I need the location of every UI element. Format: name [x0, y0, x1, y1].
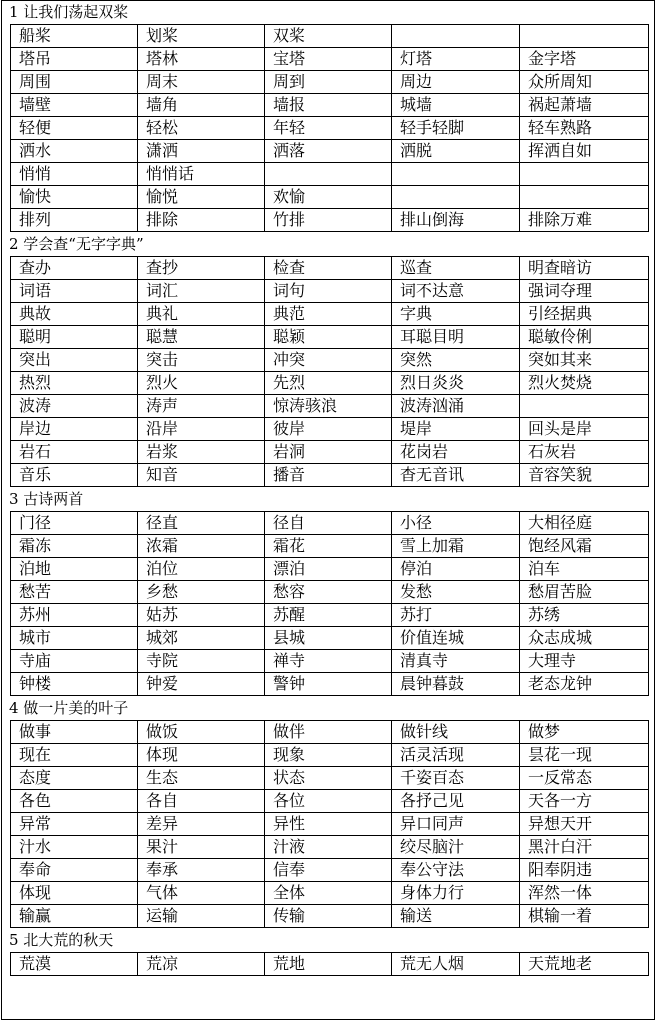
word-cell: 周到 — [265, 71, 392, 94]
word-cell: 岸边 — [11, 418, 138, 441]
word-cell: 体现 — [11, 882, 138, 905]
word-cell: 聪敏伶俐 — [520, 326, 649, 349]
table-row — [11, 186, 649, 209]
word-cell: 岩洞 — [265, 441, 392, 464]
word-cell: 岩石 — [11, 441, 138, 464]
word-cell: 宝塔 — [265, 48, 392, 71]
word-cell: 汁液 — [265, 836, 392, 859]
word-cell: 异性 — [265, 813, 392, 836]
word-cell: 明查暗访 — [520, 257, 649, 280]
word-cell: 众志成城 — [520, 627, 649, 650]
word-table — [10, 256, 649, 487]
word-cell: 寺庙 — [11, 650, 138, 673]
section-title: 4 做一片美的叶子 — [9, 699, 129, 717]
word-cell: 异常 — [11, 813, 138, 836]
word-cell: 塔吊 — [11, 48, 138, 71]
word-cell: 泊地 — [11, 558, 138, 581]
word-table — [10, 511, 649, 696]
word-cell: 波涛汹涌 — [392, 395, 520, 418]
word-cell: 烈火焚烧 — [520, 372, 649, 395]
word-cell: 泊车 — [520, 558, 649, 581]
word-cell: 检查 — [265, 257, 392, 280]
word-cell: 涛声 — [138, 395, 265, 418]
word-cell: 悄悄 — [11, 163, 138, 186]
table-row — [11, 813, 649, 836]
word-cell: 墙壁 — [11, 94, 138, 117]
word-cell: 生态 — [138, 767, 265, 790]
word-cell: 祸起萧墙 — [520, 94, 649, 117]
word-cell: 天各一方 — [520, 790, 649, 813]
word-cell: 荒漠 — [11, 953, 138, 976]
word-cell: 典范 — [265, 303, 392, 326]
word-cell: 排除 — [138, 209, 265, 232]
word-cell: 洒落 — [265, 140, 392, 163]
word-cell: 灯塔 — [392, 48, 520, 71]
word-cell: 竹排 — [265, 209, 392, 232]
word-cell: 潇洒 — [138, 140, 265, 163]
word-cell: 金字塔 — [520, 48, 649, 71]
word-cell: 停泊 — [392, 558, 520, 581]
word-cell: 状态 — [265, 767, 392, 790]
word-cell: 泊位 — [138, 558, 265, 581]
word-cell: 输送 — [392, 905, 520, 928]
word-cell: 船桨 — [11, 25, 138, 48]
word-cell: 天荒地老 — [520, 953, 649, 976]
word-table — [10, 720, 649, 928]
word-cell: 乡愁 — [138, 581, 265, 604]
word-cell: 花岗岩 — [392, 441, 520, 464]
word-cell: 愁眉苦脸 — [520, 581, 649, 604]
word-cell: 年轻 — [265, 117, 392, 140]
word-cell: 奉承 — [138, 859, 265, 882]
word-cell: 石灰岩 — [520, 441, 649, 464]
word-cell: 各抒己见 — [392, 790, 520, 813]
word-cell: 墙报 — [265, 94, 392, 117]
word-cell: 钟爱 — [138, 673, 265, 696]
word-cell: 排山倒海 — [392, 209, 520, 232]
word-cell: 小径 — [392, 512, 520, 535]
word-cell: 全体 — [265, 882, 392, 905]
word-cell: 活灵活现 — [392, 744, 520, 767]
table-row — [11, 71, 649, 94]
word-cell: 饱经风霜 — [520, 535, 649, 558]
word-cell: 奉命 — [11, 859, 138, 882]
table-row — [11, 882, 649, 905]
word-cell: 各色 — [11, 790, 138, 813]
table-row — [11, 163, 649, 186]
word-cell: 一反常态 — [520, 767, 649, 790]
word-cell: 各自 — [138, 790, 265, 813]
word-cell — [520, 163, 649, 186]
word-cell: 阳奉阴违 — [520, 859, 649, 882]
word-cell — [392, 186, 520, 209]
word-cell: 回头是岸 — [520, 418, 649, 441]
word-cell: 做事 — [11, 721, 138, 744]
word-cell: 体现 — [138, 744, 265, 767]
table-row — [11, 604, 649, 627]
word-cell: 烈火 — [138, 372, 265, 395]
table-row — [11, 25, 649, 48]
word-cell: 音容笑貌 — [520, 464, 649, 487]
word-cell — [520, 395, 649, 418]
word-cell: 愁苦 — [11, 581, 138, 604]
word-cell: 词语 — [11, 280, 138, 303]
word-cell: 差异 — [138, 813, 265, 836]
word-cell: 墙角 — [138, 94, 265, 117]
word-cell: 岩浆 — [138, 441, 265, 464]
word-cell: 昙花一现 — [520, 744, 649, 767]
word-cell: 异想天开 — [520, 813, 649, 836]
word-cell: 音乐 — [11, 464, 138, 487]
word-cell: 大理寺 — [520, 650, 649, 673]
word-cell: 冲突 — [265, 349, 392, 372]
word-cell: 汁水 — [11, 836, 138, 859]
word-table — [10, 24, 649, 232]
word-cell — [265, 163, 392, 186]
word-cell: 周末 — [138, 71, 265, 94]
word-cell: 传输 — [265, 905, 392, 928]
word-cell: 禅寺 — [265, 650, 392, 673]
table-row — [11, 209, 649, 232]
word-cell: 挥洒自如 — [520, 140, 649, 163]
section-title: 3 古诗两首 — [9, 490, 84, 508]
word-cell: 绞尽脑汁 — [392, 836, 520, 859]
word-cell: 城市 — [11, 627, 138, 650]
word-cell: 苏醒 — [265, 604, 392, 627]
word-cell: 愁容 — [265, 581, 392, 604]
table-row — [11, 441, 649, 464]
word-cell: 苏打 — [392, 604, 520, 627]
word-cell: 清真寺 — [392, 650, 520, 673]
word-cell: 典礼 — [138, 303, 265, 326]
word-cell: 轻松 — [138, 117, 265, 140]
word-cell: 聪慧 — [138, 326, 265, 349]
word-cell: 排列 — [11, 209, 138, 232]
word-cell: 杳无音讯 — [392, 464, 520, 487]
word-cell: 知音 — [138, 464, 265, 487]
word-cell: 惊涛骇浪 — [265, 395, 392, 418]
word-cell: 先烈 — [265, 372, 392, 395]
word-cell: 奉公守法 — [392, 859, 520, 882]
table-row — [11, 280, 649, 303]
word-cell: 轻便 — [11, 117, 138, 140]
word-cell: 县城 — [265, 627, 392, 650]
word-cell — [520, 25, 649, 48]
section-title: 1 让我们荡起双桨 — [9, 3, 129, 21]
word-cell: 堤岸 — [392, 418, 520, 441]
table-row — [11, 535, 649, 558]
table-row — [11, 859, 649, 882]
table-row — [11, 721, 649, 744]
word-cell: 异口同声 — [392, 813, 520, 836]
table-row — [11, 464, 649, 487]
word-cell: 双桨 — [265, 25, 392, 48]
word-cell: 苏州 — [11, 604, 138, 627]
table-row — [11, 418, 649, 441]
word-cell: 果汁 — [138, 836, 265, 859]
word-cell: 城墙 — [392, 94, 520, 117]
word-cell: 雪上加霜 — [392, 535, 520, 558]
table-row — [11, 303, 649, 326]
word-cell: 态度 — [11, 767, 138, 790]
word-cell: 现在 — [11, 744, 138, 767]
table-row — [11, 326, 649, 349]
word-cell: 千姿百态 — [392, 767, 520, 790]
table-row — [11, 140, 649, 163]
word-cell: 愉快 — [11, 186, 138, 209]
word-cell: 愉悦 — [138, 186, 265, 209]
table-row — [11, 790, 649, 813]
word-cell: 波涛 — [11, 395, 138, 418]
table-row — [11, 905, 649, 928]
table-row — [11, 650, 649, 673]
word-cell: 现象 — [265, 744, 392, 767]
word-cell: 众所周知 — [520, 71, 649, 94]
word-cell: 信奉 — [265, 859, 392, 882]
word-cell: 查办 — [11, 257, 138, 280]
word-cell: 漂泊 — [265, 558, 392, 581]
word-cell: 彼岸 — [265, 418, 392, 441]
word-cell: 排除万难 — [520, 209, 649, 232]
word-cell: 荒地 — [265, 953, 392, 976]
table-row — [11, 673, 649, 696]
word-cell: 荒凉 — [138, 953, 265, 976]
word-cell: 做饭 — [138, 721, 265, 744]
word-cell: 晨钟暮鼓 — [392, 673, 520, 696]
table-row — [11, 257, 649, 280]
word-cell: 苏绣 — [520, 604, 649, 627]
word-cell: 词汇 — [138, 280, 265, 303]
table-row — [11, 372, 649, 395]
word-cell: 各位 — [265, 790, 392, 813]
section-title: 5 北大荒的秋天 — [9, 931, 114, 949]
word-cell: 欢愉 — [265, 186, 392, 209]
word-cell: 发愁 — [392, 581, 520, 604]
word-cell: 价值连城 — [392, 627, 520, 650]
word-cell: 播音 — [265, 464, 392, 487]
table-row — [11, 94, 649, 117]
word-cell: 警钟 — [265, 673, 392, 696]
word-cell: 轻车熟路 — [520, 117, 649, 140]
word-cell: 姑苏 — [138, 604, 265, 627]
word-cell: 霜冻 — [11, 535, 138, 558]
word-cell: 门径 — [11, 512, 138, 535]
table-row — [11, 744, 649, 767]
word-cell: 周边 — [392, 71, 520, 94]
word-cell: 典故 — [11, 303, 138, 326]
table-row — [11, 953, 649, 976]
word-table — [10, 952, 649, 976]
word-cell: 径直 — [138, 512, 265, 535]
section-title: 2 学会查“无字字典” — [9, 235, 144, 253]
word-cell: 字典 — [392, 303, 520, 326]
word-cell: 词不达意 — [392, 280, 520, 303]
word-cell: 巡查 — [392, 257, 520, 280]
table-row — [11, 767, 649, 790]
word-cell: 沿岸 — [138, 418, 265, 441]
word-cell: 聪明 — [11, 326, 138, 349]
word-cell: 气体 — [138, 882, 265, 905]
word-cell: 霜花 — [265, 535, 392, 558]
word-cell: 耳聪目明 — [392, 326, 520, 349]
word-cell: 洒脱 — [392, 140, 520, 163]
word-cell: 钟楼 — [11, 673, 138, 696]
word-cell: 划桨 — [138, 25, 265, 48]
word-cell: 词句 — [265, 280, 392, 303]
table-row — [11, 627, 649, 650]
word-cell: 强词夺理 — [520, 280, 649, 303]
word-cell: 轻手轻脚 — [392, 117, 520, 140]
word-cell: 引经据典 — [520, 303, 649, 326]
table-row — [11, 117, 649, 140]
word-cell: 周围 — [11, 71, 138, 94]
word-cell: 身体力行 — [392, 882, 520, 905]
word-cell: 洒水 — [11, 140, 138, 163]
word-cell: 荒无人烟 — [392, 953, 520, 976]
table-row — [11, 836, 649, 859]
word-cell: 聪颖 — [265, 326, 392, 349]
word-cell: 棋输一着 — [520, 905, 649, 928]
table-row — [11, 349, 649, 372]
word-cell — [392, 163, 520, 186]
word-cell: 输赢 — [11, 905, 138, 928]
word-cell: 突出 — [11, 349, 138, 372]
word-cell — [392, 25, 520, 48]
word-cell: 寺院 — [138, 650, 265, 673]
word-cell: 径自 — [265, 512, 392, 535]
word-cell: 浑然一体 — [520, 882, 649, 905]
word-cell: 突然 — [392, 349, 520, 372]
word-cell: 老态龙钟 — [520, 673, 649, 696]
word-cell: 做伴 — [265, 721, 392, 744]
word-cell: 做梦 — [520, 721, 649, 744]
word-cell: 烈日炎炎 — [392, 372, 520, 395]
word-cell: 大相径庭 — [520, 512, 649, 535]
word-cell: 浓霜 — [138, 535, 265, 558]
table-row — [11, 581, 649, 604]
word-cell: 查抄 — [138, 257, 265, 280]
word-cell: 突如其来 — [520, 349, 649, 372]
word-cell: 运输 — [138, 905, 265, 928]
word-cell: 突击 — [138, 349, 265, 372]
word-cell: 黑汁白汗 — [520, 836, 649, 859]
table-row — [11, 512, 649, 535]
table-row — [11, 395, 649, 418]
table-row — [11, 48, 649, 71]
word-cell: 做针线 — [392, 721, 520, 744]
word-cell: 悄悄话 — [138, 163, 265, 186]
table-row — [11, 558, 649, 581]
word-cell — [520, 186, 649, 209]
word-cell: 塔林 — [138, 48, 265, 71]
word-cell: 城郊 — [138, 627, 265, 650]
word-cell: 热烈 — [11, 372, 138, 395]
